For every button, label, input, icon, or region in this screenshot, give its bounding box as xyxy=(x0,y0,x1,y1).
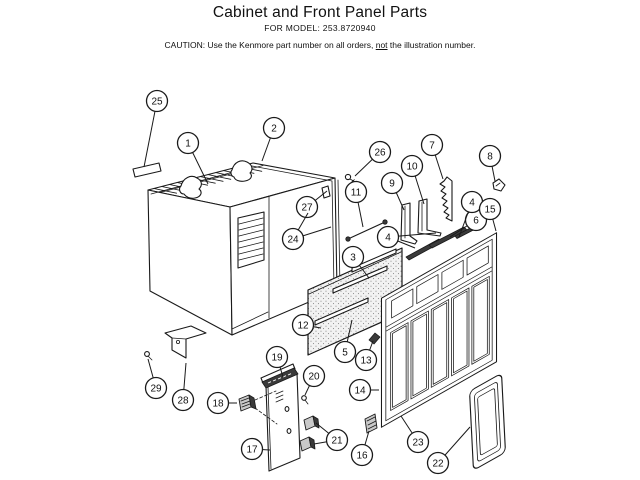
svg-text:4: 4 xyxy=(385,232,391,244)
clip-16-drawing xyxy=(365,414,377,433)
svg-text:9: 9 xyxy=(389,178,395,190)
svg-text:21: 21 xyxy=(331,435,343,447)
callout-14-19 xyxy=(350,380,380,401)
svg-text:14: 14 xyxy=(354,385,366,397)
svg-text:1: 1 xyxy=(185,138,191,150)
model-number-line: FOR MODEL: 253.8720940 xyxy=(264,23,376,33)
svg-text:12: 12 xyxy=(297,320,309,332)
svg-text:26: 26 xyxy=(374,147,386,159)
callout-2-2 xyxy=(262,118,285,162)
svg-text:20: 20 xyxy=(308,371,320,383)
callout-29-28 xyxy=(146,359,167,399)
callout-8-5 xyxy=(480,146,501,182)
callout-7-4 xyxy=(422,135,444,180)
knob-18-drawing xyxy=(239,395,256,411)
callout-11-8 xyxy=(346,182,367,228)
clip-13-drawing xyxy=(369,333,380,344)
svg-text:11: 11 xyxy=(350,187,362,199)
knobs-21-drawing xyxy=(300,416,319,451)
caution-text-end: the illustration number. xyxy=(387,40,476,50)
svg-text:27: 27 xyxy=(301,202,313,214)
svg-text:25: 25 xyxy=(151,96,163,108)
caution-emphasis: not xyxy=(375,40,388,50)
callout-28-29 xyxy=(173,363,194,411)
svg-text:2: 2 xyxy=(271,123,277,135)
screw-29-drawing xyxy=(145,352,152,360)
control-panel-drawing xyxy=(255,364,300,471)
nameplate-part-drawing xyxy=(133,163,161,177)
access-door-22-drawing xyxy=(470,373,506,470)
serrated-strip-7-drawing xyxy=(440,177,452,221)
svg-text:16: 16 xyxy=(356,450,368,462)
svg-text:10: 10 xyxy=(406,161,418,173)
svg-text:18: 18 xyxy=(212,398,224,410)
callout-10-6 xyxy=(402,156,425,205)
callout-22-27 xyxy=(428,427,471,474)
callout-23-26 xyxy=(401,416,429,453)
callout-9-7 xyxy=(382,173,405,211)
svg-text:29: 29 xyxy=(150,383,162,395)
bracket-10-drawing xyxy=(418,199,441,236)
svg-text:13: 13 xyxy=(360,355,372,367)
svg-text:23: 23 xyxy=(412,437,424,449)
screw-20-drawing xyxy=(302,396,308,404)
svg-text:8: 8 xyxy=(487,151,493,163)
callout-26-3 xyxy=(355,142,391,177)
svg-text:19: 19 xyxy=(271,352,283,364)
svg-text:4: 4 xyxy=(469,197,475,209)
svg-text:15: 15 xyxy=(484,204,496,216)
bracket-28-drawing xyxy=(165,326,206,358)
svg-text:28: 28 xyxy=(177,395,189,407)
callout-18-22 xyxy=(208,393,238,414)
callout-16-25 xyxy=(352,431,373,466)
svg-text:5: 5 xyxy=(342,347,348,359)
page-title: Cabinet and Front Panel Parts xyxy=(212,4,428,21)
svg-text:17: 17 xyxy=(246,444,258,456)
callout-17-23 xyxy=(242,439,271,460)
svg-text:6: 6 xyxy=(473,215,479,227)
svg-text:24: 24 xyxy=(287,234,299,246)
svg-text:22: 22 xyxy=(432,458,444,470)
svg-text:7: 7 xyxy=(429,140,435,152)
callout-20-21 xyxy=(304,366,325,396)
callout-25-0 xyxy=(144,91,168,168)
svg-text:3: 3 xyxy=(350,252,356,264)
caution-text: CAUTION: Use the Kenmore part number on all orders, xyxy=(164,40,376,50)
callout-13-18 xyxy=(356,341,377,371)
